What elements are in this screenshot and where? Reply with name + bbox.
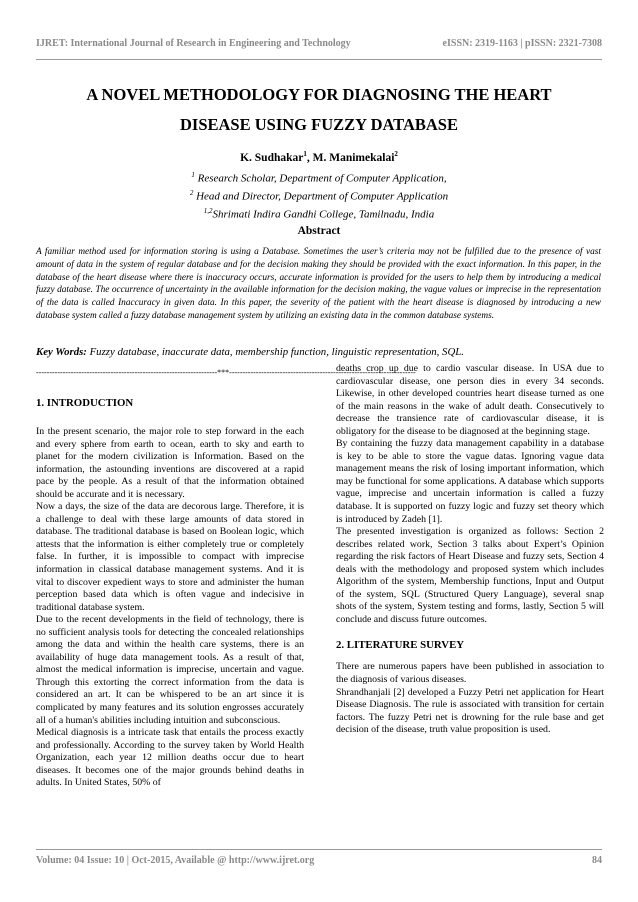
- header-divider: [36, 59, 602, 60]
- left-paragraph: Now a days, the size of the data are decorous large. Therefore, it is a challenge to deal with these large amounts of data stored in database. The traditional database is based on Boolean logic, which attests that the information is either completely true or completely false. In further, it is impossible to compact with imprecise information in classical database management systems. And it is vital to discover expedient ways to store and administer the human perception based data which is often vague and indecisive in traditional database system.: [36, 501, 304, 613]
- footer-divider: [36, 849, 602, 850]
- affiliation-1: [36, 168, 602, 186]
- author-2-sup: 2: [394, 150, 398, 158]
- affiliation-3-sup: 1,2: [203, 207, 213, 216]
- affiliation-1-sup: 1: [191, 171, 195, 179]
- affiliation-3-text: Shrimati Indira Gandhi College, Tamilnadu, India: [212, 208, 435, 221]
- title-line-2: DISEASE USING FUZZY DATABASE: [180, 115, 458, 134]
- title-line-1: A NOVEL METHODOLOGY FOR DIAGNOSING THE HEART: [86, 85, 552, 104]
- author-2: M. Manimekalai: [312, 151, 395, 164]
- right-paragraph: There are numerous papers have been published in association to the diagnosis of various diseases.: [336, 661, 604, 686]
- paper-title: [36, 80, 602, 140]
- volume-info: Volume: 04 Issue: 10 | Oct-2015, Available @ http://www.ijret.org: [36, 855, 315, 866]
- issn: eISSN: 2319-1163 | pISSN: 2321-7308: [442, 38, 602, 49]
- section-separator: --------------------------------------------------------------------***----------------------------------------------------------------------: [36, 368, 416, 377]
- right-paragraph: The presented investigation is organized as follows: Section 2 describes related work, Section 3 talks about Expert’s Opinion regarding the risk factors of Heart Disease and fuzzy sets, Section 4 deals with the methodology and proposed system which includes Algorithm of the system, Membership functions, Input and Output of the system, SQL (Structured Query Language), several snap shots of the system, System testing and forms, lastly, Section 5 will conclude and discuss future outcomes.: [336, 526, 604, 625]
- keywords: [36, 346, 602, 358]
- abstract-heading: Abstract: [297, 225, 341, 237]
- affiliation-1-text: Research Scholar, Department of Computer Application,: [194, 172, 447, 185]
- author-1: K. Sudhakar: [240, 151, 304, 164]
- left-paragraph: Due to the recent developments in the field of technology, there is no sufficient analysis tools for detecting the concealed relationships among the data and within the health care systems, there is an availability of huge data management tools. As a result of that, almost the medical information is imprecise, uncertain and vague. Through this extorting the correct information from the data is considered an art. It can be whispered to be an art since it is complicated by many features and its solution engrosses accurately all of a human's abilities including intuition and subconscious.: [36, 614, 304, 726]
- affiliation-2: [36, 186, 602, 204]
- affiliation-2-text: Head and Director, Department of Computer Application: [193, 190, 449, 203]
- right-paragraph: By containing the fuzzy data management capability in a database is key to be able to store the vague datas. Ignoring vague data management means the risk of losing important information, which may be functional for some applications. A database which supports vague, imprecise and uncertain information is called a fuzzy database. It is supported on fuzzy logic and fuzzy set theory which is introduced by Zadeh [1].: [336, 438, 604, 525]
- keywords-label: Key Words:: [36, 346, 87, 358]
- abstract-text: A familiar method used for information storing is using a Database. Sometimes the user’s criteria may not be fulfilled due to the presence of vast amount of data in the system of regular database and for the decision making they should be provided with the exact information. In this paper, in the database of the heart disease where there is inaccuracy occurs, accurate information is provided for the users to help them by introducing a medical fuzzy database. The occurrence of uncertainty in the available information for the decision making, the vague values or imprecise in the representation of the data is called Inaccuracy in given data. In this paper, the severity of the patient with the heart disease is diagnosed by introducing a new database system called a fuzzy database management system by utilizing an existing data in the common database systems.: [36, 247, 601, 321]
- author-separator: ,: [306, 151, 313, 164]
- running-header: [36, 38, 602, 52]
- affiliations: [36, 168, 602, 222]
- affiliation-2-sup: 2: [189, 189, 194, 198]
- left-paragraph: Medical diagnosis is a intricate task that entails the process exactly and professionally. According to the survey taken by World Health Organization, each year 12 million deaths occur due to heart diseases. It becomes one of the major grounds behind deaths in adults. In United States, 50% of: [36, 727, 304, 789]
- keywords-text: Fuzzy database, inaccurate data, membership function, linguistic representation, SQL.: [86, 346, 464, 358]
- right-paragraph: Shrandhanjali [2] developed a Fuzzy Petri net application for Heart Disease Diagnosis. The rule is associated with transition for certain factors. The fuzzy Petri net is drowning for the rule base and get decision of the disease, truth value proposition is used.: [336, 686, 604, 736]
- section-2-heading: 2. LITERATURE SURVEY: [336, 639, 465, 652]
- journal-name: IJRET: International Journal of Research in Engineering and Technology: [36, 38, 351, 49]
- author-1-sup: 1: [303, 150, 307, 158]
- right-column: [336, 363, 604, 737]
- affiliation-3: [36, 204, 602, 222]
- page-number: 84: [592, 855, 602, 866]
- left-paragraph: In the present scenario, the major role to step forward in the each and every sphere from earth to ocean, earth to sky and earth to planet for the modern civilization is Information. Based on the information, the astounding inventions are discovered at a rapid pace by the people. As a result of that the information obtained should be accurate and it is necessary.: [36, 426, 304, 500]
- section-1-heading: 1. INTRODUCTION: [36, 397, 134, 409]
- authors: [36, 150, 602, 164]
- left-column: [36, 386, 304, 790]
- right-paragraph: deaths crop up due to cardio vascular disease. In USA due to cardiovascular disease, one person dies in every 34 seconds. Likewise, in other developed countries heart disease turned as one of the main reasons in the wake of adult death. Consecutively to decrease the transience rate of cardiovascular disease, it is obligatory for the disease to be diagnosed at the beginning stage.: [336, 363, 604, 437]
- running-footer: [36, 855, 602, 869]
